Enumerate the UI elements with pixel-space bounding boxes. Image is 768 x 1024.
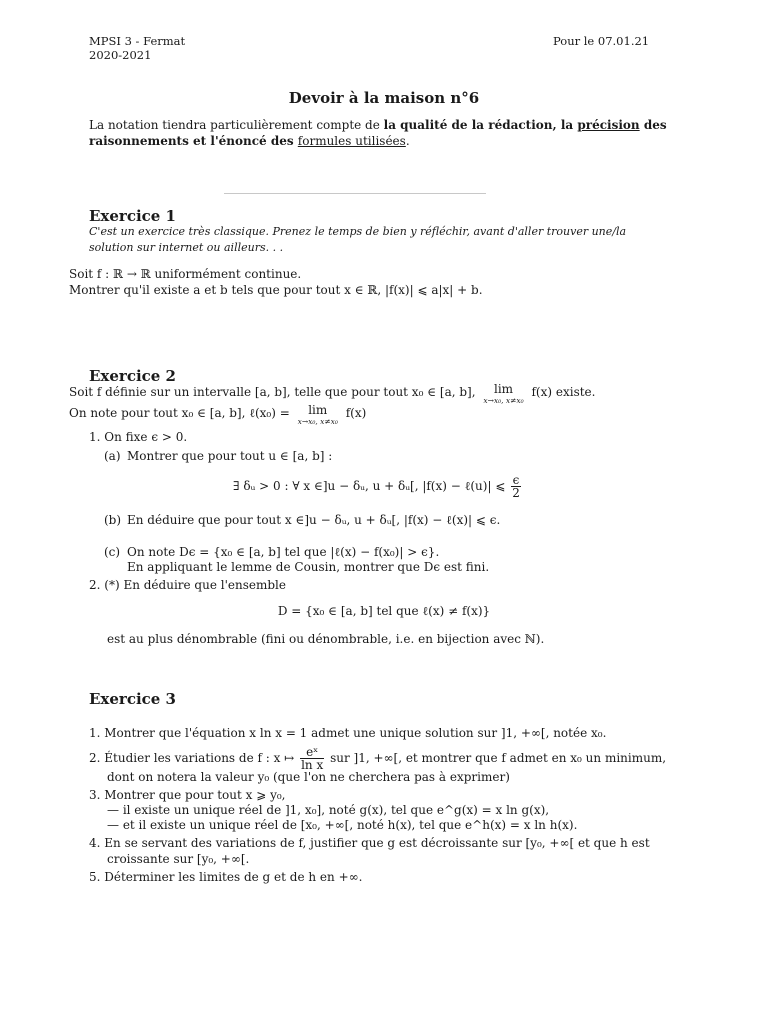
fraction-eps-over-2: $\frac{\epsilon}{2}$ [512, 473, 520, 500]
exercise-3-q3-item-2: — et il existe un unique réel de [x₀, +∞[, noté h(x), tel que e^h(x) = x ln h(x). [107, 818, 578, 832]
header-class: MPSI 3 - Fermat [89, 34, 186, 48]
notice-line-1: La notation tiendra particulièrement compte de la qualité de la rédaction, la précision des [89, 118, 667, 132]
exercise-3-q3: 3. Montrer que pour tout x ⩾ y₀, [89, 788, 286, 802]
header-due-date: Pour le 07.01.21 [553, 34, 650, 48]
exercise-3-q3-item-1: — il existe un unique réel de ]1, x₀], noté g(x), tel que e^g(x) = x ln g(x), [107, 803, 550, 817]
exercise-2-q1c-line-1: On note Dϵ = {x₀ ∈ [a, b] tel que |ℓ(x) − f(x₀)| > ϵ}. [127, 545, 440, 559]
exercise-3-title: Exercice 3 [89, 690, 176, 708]
separator-rule [224, 193, 486, 194]
document-title: Devoir à la maison n°6 [288, 89, 480, 107]
exercise-2-line-2: On note pour tout x₀ ∈ [a, b], ℓ(x₀) = lim x→x₀, x≠x₀ f(x) [69, 403, 367, 426]
exercise-1-intro: C'est un exercice très classique. Prenez le temps de bien y réfléchir, avant d'aller trouver une/la solution sur internet ou ailleurs. . . [89, 225, 627, 254]
exercise-2-title: Exercice 2 [89, 367, 176, 385]
exercise-1-question: Montrer qu'il existe a et b tels que pour tout x ∈ ℝ, |f(x)| ⩽ a|x| + b. [69, 283, 483, 297]
exercise-3-q1: 1. Montrer que l'équation x ln x = 1 admet une unique solution sur ]1, +∞[, notée x₀. [89, 726, 607, 740]
exercise-3-q2-line-2: dont on notera la valeur y₀ (que l'on ne cherchera pas à exprimer) [107, 770, 510, 784]
exercise-2-line-1: Soit f définie sur un intervalle [a, b], telle que pour tout x₀ ∈ [a, b], lim x→x₀, x≠x₀ f(x) existe. [69, 382, 596, 405]
limit-operator: lim x→x₀, x≠x₀ [483, 382, 524, 405]
exercise-3-q2: 2. Étudier les variations de f : x ↦ $\frac{\text{eˣ}}{\text{ln x}}$ sur ]1, +∞[, et montrer que f admet en x₀ un minimum, [89, 745, 667, 772]
exercise-2-q1c-line-2: En appliquant le lemme de Cousin, montrer que Dϵ est fini. [127, 560, 490, 574]
exercise-1-statement: Soit f : ℝ → ℝ uniformément continue. [69, 267, 302, 281]
exercise-2-q2-formula: D = {x₀ ∈ [a, b] tel que ℓ(x) ≠ f(x)} [277, 604, 491, 618]
exercise-2-q1b-label: (b) [104, 513, 122, 527]
exercise-2-q1: 1. On fixe ϵ > 0. [89, 430, 188, 444]
exercise-3-q5: 5. Déterminer les limites de g et de h en +∞. [89, 870, 363, 884]
exercise-2-q1b: En déduire que pour tout x ∈]u − δᵤ, u + δᵤ[, |f(x) − ℓ(x)| ⩽ ϵ. [127, 513, 501, 527]
limit-operator: lim x→x₀, x≠x₀ [297, 403, 338, 426]
exercise-3-q4: 4. En se servant des variations de f, justifier que g est décroissante sur [y₀, +∞[ et que h est [89, 836, 650, 850]
header-year: 2020-2021 [89, 48, 152, 62]
fraction-exp-over-ln: $\frac{\text{eˣ}}{\text{ln x}}$ [301, 745, 324, 772]
exercise-2-q1a-label: (a) [104, 449, 121, 463]
exercise-2-q2: 2. (*) En déduire que l'ensemble [89, 578, 286, 592]
exercise-2-q1a: Montrer que pour tout u ∈ [a, b] : [127, 449, 333, 463]
exercise-2-q2-conclusion: est au plus dénombrable (fini ou dénombrable, i.e. en bijection avec ℕ). [107, 632, 545, 646]
exercise-2-q1a-formula: ∃ δᵤ > 0 : ∀ x ∈]u − δᵤ, u + δᵤ[, |f(x) − ℓ(u)| ⩽ $\frac{\epsilon}{2}$ [233, 473, 520, 500]
notice-line-2: raisonnements et l'énoncé des formules utilisées. [89, 134, 410, 148]
exercise-1-title: Exercice 1 [89, 207, 176, 225]
exercise-2-q1c-label: (c) [104, 545, 121, 559]
exercise-3-q4-line-2: croissante sur [y₀, +∞[. [107, 852, 250, 866]
